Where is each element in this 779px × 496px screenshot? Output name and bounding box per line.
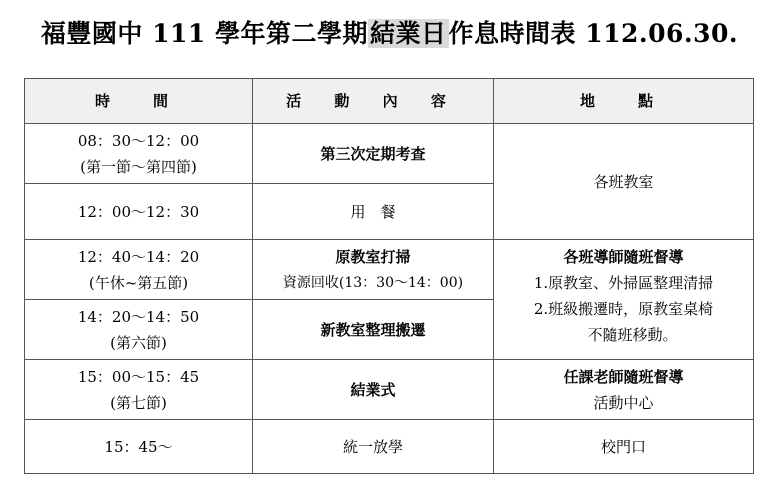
- time-cell: [25, 124, 253, 184]
- supervision-note: 不隨班移動。: [587, 326, 678, 344]
- activity-cell: 統一放學: [253, 420, 494, 474]
- period-label: (午休~第五節): [88, 273, 189, 292]
- table-row: [25, 240, 754, 300]
- location-cell: 各班教室: [494, 124, 754, 240]
- time-cell: [25, 360, 253, 420]
- supervision-note: 1.原教室、外掃區整理清掃: [533, 274, 714, 292]
- table-row: [25, 360, 754, 420]
- schedule-table: [24, 78, 754, 474]
- time-range: 08：30～12：00: [77, 131, 200, 150]
- title-highlight: 結業日: [369, 19, 447, 48]
- header-location: 地 點: [494, 79, 754, 124]
- activity-cell: 結業式: [253, 360, 494, 420]
- period-label: (第七節): [110, 393, 167, 412]
- supervision-note: 2.班級搬遷時，原教室桌椅: [533, 300, 714, 318]
- supervision-cell: [494, 240, 754, 360]
- location-cell: 校門口: [494, 420, 754, 474]
- time-range: 14：20～14：50: [77, 307, 200, 326]
- time-cell: [25, 420, 253, 474]
- header-row: [25, 79, 754, 124]
- ceremony-title: 任課老師隨班督導: [563, 367, 684, 386]
- time-cell: [25, 300, 253, 360]
- activity-cell: 用 餐: [253, 184, 494, 240]
- title-suffix: 作息時間表 112.06.30.: [448, 19, 739, 48]
- page-title: [0, 14, 779, 50]
- period-label: (第六節): [110, 333, 167, 352]
- header-time: 時 間: [25, 79, 253, 124]
- table-row: [25, 420, 754, 474]
- time-range: 15：00～15：45: [77, 367, 200, 386]
- activity-cell: [253, 240, 494, 300]
- activity-cell: 第三次定期考查: [253, 124, 494, 184]
- activity-note: 資源回收(13：30～14：00): [282, 274, 464, 291]
- time-cell: [25, 184, 253, 240]
- period-label: (第一節～第四節): [80, 157, 197, 176]
- supervision-title: 各班導師隨班督導: [563, 248, 684, 266]
- time-range: 12：40～14：20: [77, 247, 200, 266]
- ceremony-place: 活動中心: [593, 393, 654, 412]
- time-range: 12：00～12：30: [77, 202, 200, 221]
- location-cell: [494, 360, 754, 420]
- time-range: 15：45～: [104, 437, 173, 456]
- title-prefix: 福豐國中 111 學年第二學期: [40, 19, 368, 48]
- header-activity: 活 動 內 容: [253, 79, 494, 124]
- table-row: [25, 124, 754, 184]
- activity-cell: 新教室整理搬遷: [253, 300, 494, 360]
- time-cell: [25, 240, 253, 300]
- activity-title: 原教室打掃: [335, 247, 411, 266]
